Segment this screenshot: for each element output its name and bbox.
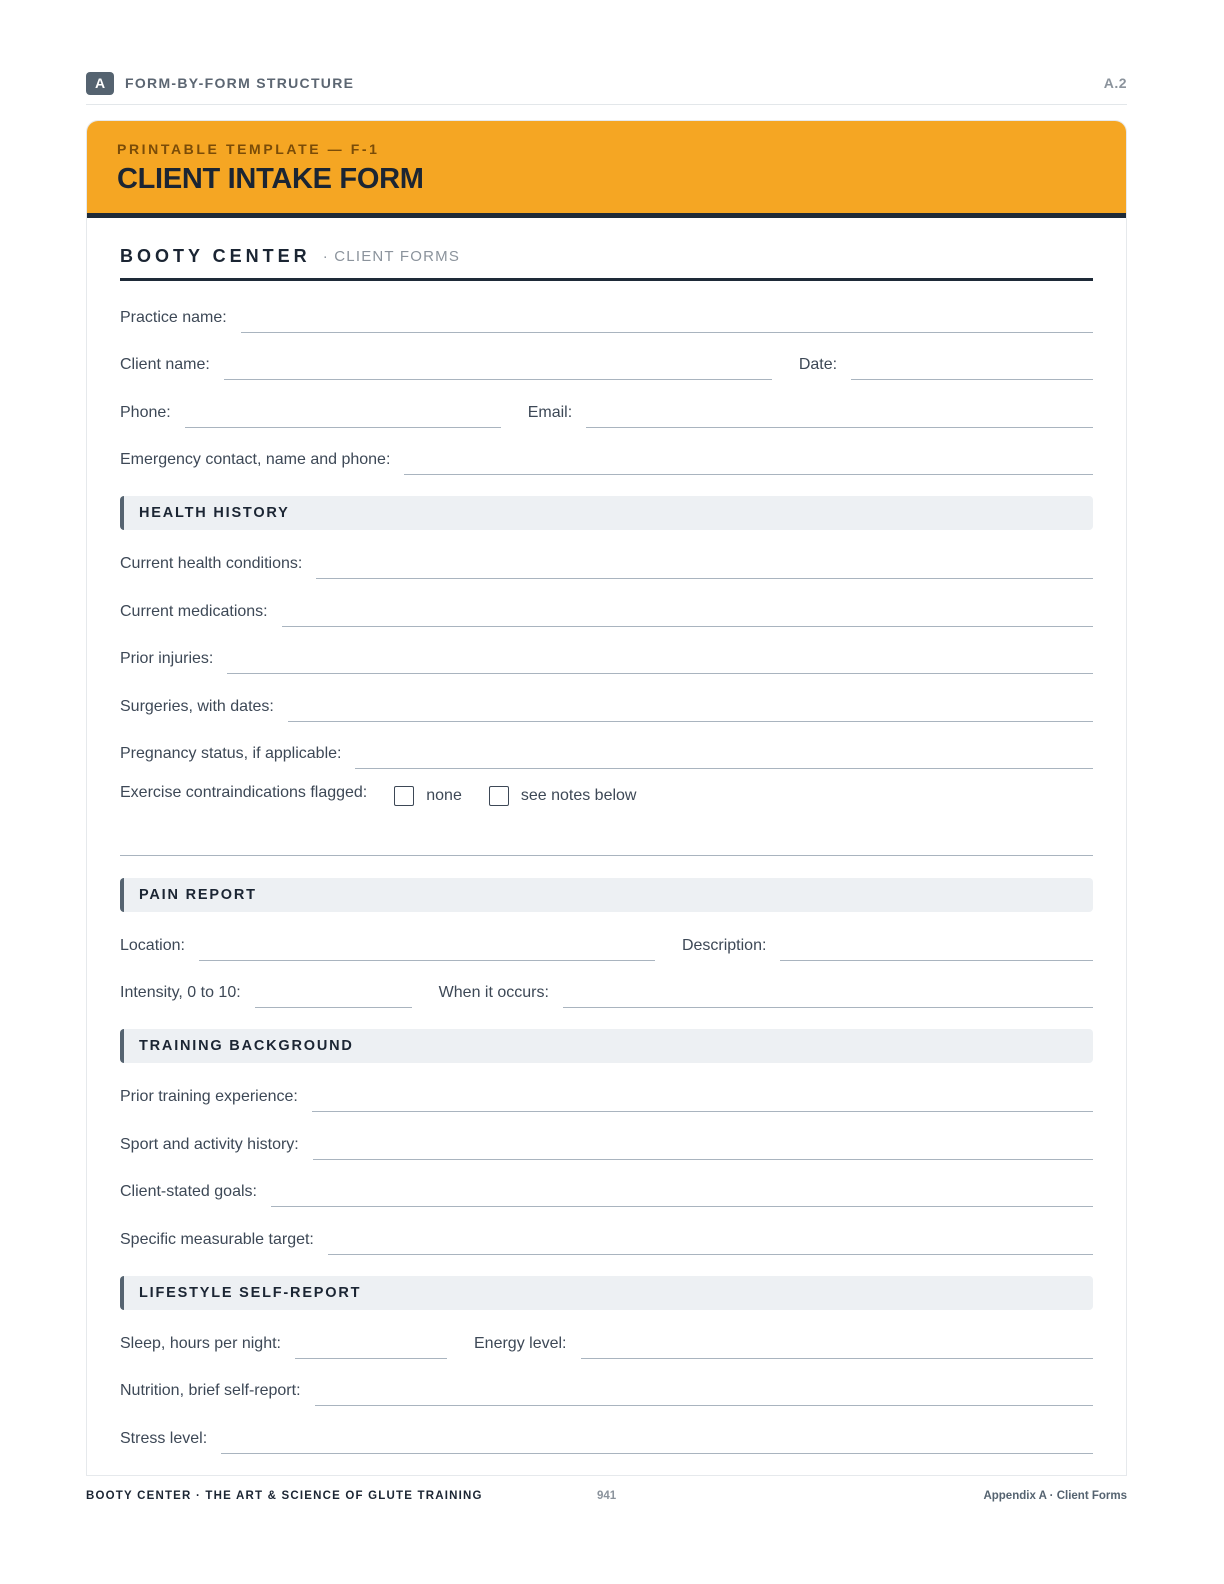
field-label: When it occurs: [438,984,549,1001]
field-emergency-contact [120,441,1093,475]
field-label: Client name: [120,356,210,373]
field-label: Pregnancy status, if applicable: [120,745,342,762]
field-sleep-energy [120,1325,1093,1359]
field-label: Date: [798,356,838,373]
energy-line[interactable] [581,1358,1094,1359]
phone-line[interactable] [185,427,501,428]
running-header [86,71,1127,95]
page-reference: A.2 [1103,75,1127,91]
field-surgeries [120,688,1093,722]
field-stress [120,1420,1093,1454]
section-title: PAIN REPORT [139,887,257,903]
field-location-description [120,927,1093,961]
field-label: Sleep, hours per night: [120,1335,281,1352]
email-line[interactable] [586,427,1093,428]
field-label: Location: [120,937,185,954]
field-nutrition [120,1372,1093,1406]
field-health-conditions [120,545,1093,579]
sleep-line[interactable] [295,1358,447,1359]
field-label: Prior training experience: [120,1088,298,1105]
form-banner [87,121,1126,218]
field-label: Specific measurable target: [120,1231,314,1248]
brand-subtitle: · CLIENT FORMS [322,247,461,265]
client-goals-line[interactable] [271,1206,1093,1207]
sport-history-line[interactable] [313,1159,1093,1160]
section-lifestyle [120,1276,1093,1310]
training-experience-line[interactable] [312,1111,1093,1112]
field-label: Client-stated goals: [120,1183,257,1200]
brand-name: BOOTY CENTER [120,245,311,266]
measurable-target-line[interactable] [328,1254,1093,1255]
nutrition-line[interactable] [315,1405,1093,1406]
intensity-line[interactable] [255,1007,412,1008]
client-name-line[interactable] [224,379,772,380]
field-training-experience [120,1078,1093,1112]
field-label: Prior injuries: [120,650,214,667]
banner-kicker: PRINTABLE TEMPLATE — F-1 [117,141,380,157]
practice-name-line[interactable] [241,332,1093,333]
surgeries-line[interactable] [288,721,1093,722]
field-label: Exercise contraindications flagged: [120,784,368,801]
section-health-history [120,496,1093,530]
header-divider [86,104,1127,105]
checkbox-none[interactable] [394,786,414,806]
brand-row [120,240,1093,281]
field-intensity-when [120,974,1093,1008]
field-label: Nutrition, brief self-report: [120,1382,301,1399]
field-practice-name [120,299,1093,333]
chapter-badge: A [86,72,114,95]
checkbox-label: none [426,787,462,804]
emergency-contact-line[interactable] [404,474,1093,475]
field-prior-injuries [120,640,1093,674]
field-label: Current medications: [120,603,268,620]
location-line[interactable] [199,960,655,961]
field-label: Practice name: [120,309,227,326]
section-title: TRAINING BACKGROUND [139,1038,354,1054]
field-phone-email [120,394,1093,428]
form-card [86,120,1127,1476]
field-label: Sport and activity history: [120,1136,299,1153]
stress-line[interactable] [221,1453,1093,1454]
footer-book-title: BOOTY CENTER · THE ART & SCIENCE OF GLUTE TRAINING [86,1490,483,1502]
prior-injuries-line[interactable] [227,673,1093,674]
footer-section: Appendix A · Client Forms [983,1490,1127,1502]
notes-line[interactable] [120,855,1093,856]
page-footer [86,1487,1127,1505]
field-contraindications [120,781,1093,811]
field-label: Intensity, 0 to 10: [120,984,241,1001]
field-medications [120,593,1093,627]
field-label: Description: [681,937,767,954]
checkbox-label: see notes below [520,787,637,804]
field-label: Energy level: [474,1335,567,1352]
page-number: 941 [597,1490,617,1502]
field-label: Surgeries, with dates: [120,698,274,715]
description-line[interactable] [780,960,1093,961]
pregnancy-status-line[interactable] [355,768,1093,769]
section-pain-report [120,878,1093,912]
field-label: Current health conditions: [120,555,303,572]
field-pregnancy-status [120,735,1093,769]
medications-line[interactable] [282,626,1093,627]
date-line[interactable] [851,379,1093,380]
health-conditions-line[interactable] [316,578,1093,579]
section-training-background [120,1029,1093,1063]
when-occurs-line[interactable] [563,1007,1093,1008]
section-title: LIFESTYLE SELF-REPORT [139,1285,362,1301]
field-label: Phone: [120,404,171,421]
field-client-goals [120,1173,1093,1207]
field-sport-history [120,1126,1093,1160]
checkbox-see-notes[interactable] [489,786,509,806]
field-label: Emergency contact, name and phone: [120,451,391,468]
field-measurable-target [120,1221,1093,1255]
field-label: Stress level: [120,1430,208,1447]
form-title: CLIENT INTAKE FORM [117,163,424,195]
chapter-title: FORM-BY-FORM STRUCTURE [125,75,355,91]
field-client-date [120,346,1093,380]
section-title: HEALTH HISTORY [139,505,290,521]
field-label: Email: [527,404,573,421]
